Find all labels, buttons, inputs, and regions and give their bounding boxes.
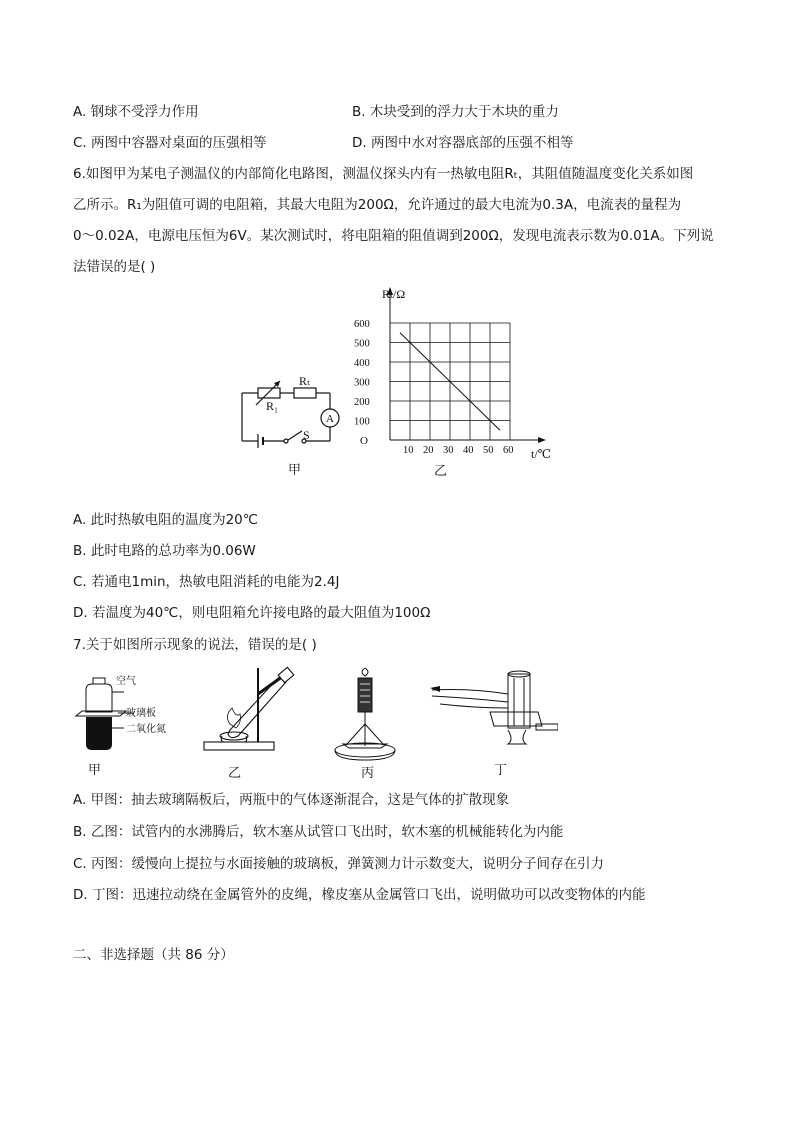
figure-spring-scale [325, 666, 405, 782]
rt-resistor [294, 388, 316, 398]
hook-top [362, 668, 368, 676]
q7-option-b: B. 乙图：试管内的水沸腾后，软木塞从试管口飞出时，软木塞的机械能转化为内能 [73, 824, 564, 840]
lamp-top [220, 732, 248, 740]
q5-option-d: D. 两图中水对容器底部的压强不相等 [352, 135, 574, 151]
q7-option-a: A. 甲图：抽去玻璃隔板后，两瓶中的气体逐渐混合，这是气体的扩散现象 [73, 792, 510, 808]
rt-temperature-chart [348, 283, 558, 478]
chart-ticks [354, 319, 514, 456]
y-tick-label: 100 [354, 416, 370, 428]
x-tick-label: 20 [423, 445, 434, 456]
no2-label: 二氧化氮 [126, 724, 166, 735]
q7-option-d: D. 丁图：迅速拉动绕在金属管外的皮绳，橡皮塞从金属管口飞出，说明做功可以改变物体的内能 [73, 887, 646, 903]
y-tick-label: 600 [354, 319, 370, 330]
chart-axes [387, 287, 546, 443]
rope-lower [440, 704, 508, 708]
x-tick-label: 30 [443, 445, 454, 456]
q6-option-d: D. 若温度为40℃，则电阻箱允许接电路的最大阻值为100Ω [73, 605, 431, 621]
string-left [347, 724, 365, 744]
r1-resistor [258, 388, 280, 398]
switch-label: S [303, 428, 310, 442]
circuit-caption: 甲 [288, 463, 302, 478]
r1-label: R₁ [266, 399, 279, 413]
q6-option-c: C. 若通电1min，热敏电阻消耗的电能为2.4J [73, 574, 340, 590]
figure-test-tube [200, 664, 310, 782]
y-tick-label: 300 [354, 377, 370, 389]
q6-stem-line-3: 0～0.02A，电源电压恒为6V。某次测试时，将电阻箱的阻值调到200Ω，发现电流表示数为0.01A。下列说 [73, 228, 714, 244]
table-edge [536, 724, 558, 730]
q5-option-b: B. 木块受到的浮力大于木块的重力 [352, 104, 559, 120]
metal-tube [508, 674, 530, 728]
cork [278, 667, 294, 682]
rt-label: Rₜ [299, 375, 310, 388]
clamp-plate [490, 712, 542, 726]
figure-a-caption: 甲 [88, 763, 102, 778]
x-axis-arrow-icon [538, 437, 546, 443]
q6-option-a: A. 此时热敏电阻的温度为20℃ [73, 512, 258, 528]
clamp-screw [508, 730, 526, 744]
y-tick-label: 500 [354, 338, 370, 350]
chart-xlabel: t/℃ [531, 447, 552, 461]
chart-origin-label: O [360, 435, 368, 447]
q7-option-c: C. 丙图：缓慢向上提拉与水面接触的玻璃板，弹簧测力计示数变大，说明分子间存在引力 [73, 856, 605, 872]
figure-c-caption: 丙 [361, 766, 375, 781]
y-tick-label: 400 [354, 358, 370, 369]
x-tick-label: 40 [463, 445, 474, 456]
section-2-title: 二、非选择题（共 86 分） [73, 947, 234, 963]
string-right [365, 724, 383, 744]
y-tick-label: 200 [354, 397, 370, 408]
q6-stem-line-4: 法错误的是( ) [73, 259, 156, 275]
q7-stem: 7.关于如图所示现象的说法，错误的是( ) [73, 637, 317, 653]
pull-arrow-icon [430, 686, 440, 692]
glass-plate-label: 玻璃板 [126, 708, 156, 719]
air-label: 空气 [116, 676, 136, 687]
ammeter-label: A [326, 413, 334, 425]
q5-option-c: C. 两图中容器对桌面的压强相等 [73, 135, 267, 151]
upper-bottle [86, 684, 112, 712]
q6-stem-line-1: 6.如图甲为某电子测温仪的内部简化电路图，测温仪探头内有一热敏电阻Rₜ，其阻值随温度变化关系如图 [73, 166, 694, 182]
chart-ylabel: Rₜ/Ω [382, 287, 406, 301]
q5-option-a: A. 钢球不受浮力作用 [73, 104, 199, 120]
stand-base [204, 742, 274, 750]
figure-gas-diffusion [68, 670, 178, 780]
figure-d-caption: 丁 [494, 763, 508, 778]
lower-bottle-no2 [86, 717, 112, 750]
figure-b-caption: 乙 [228, 766, 242, 781]
q6-option-b: B. 此时电路的总功率为0.06W [73, 543, 256, 559]
circuit-diagram [230, 375, 360, 480]
q6-stem-line-2: 乙所示。R₁为阻值可调的电阻箱，其最大电阻为200Ω，允许通过的最大电流为0.3A，电流表的量程为 [73, 197, 682, 213]
switch-lever [288, 431, 302, 440]
figure-metal-tube [430, 668, 558, 782]
x-tick-label: 50 [483, 445, 494, 456]
chart-caption: 乙 [434, 464, 448, 478]
x-tick-label: 10 [403, 445, 414, 456]
switch-contact [284, 439, 288, 443]
rope-upper [432, 690, 508, 695]
rope-middle [432, 696, 508, 702]
x-tick-label: 60 [503, 445, 514, 456]
spring-scale-body [358, 678, 372, 712]
